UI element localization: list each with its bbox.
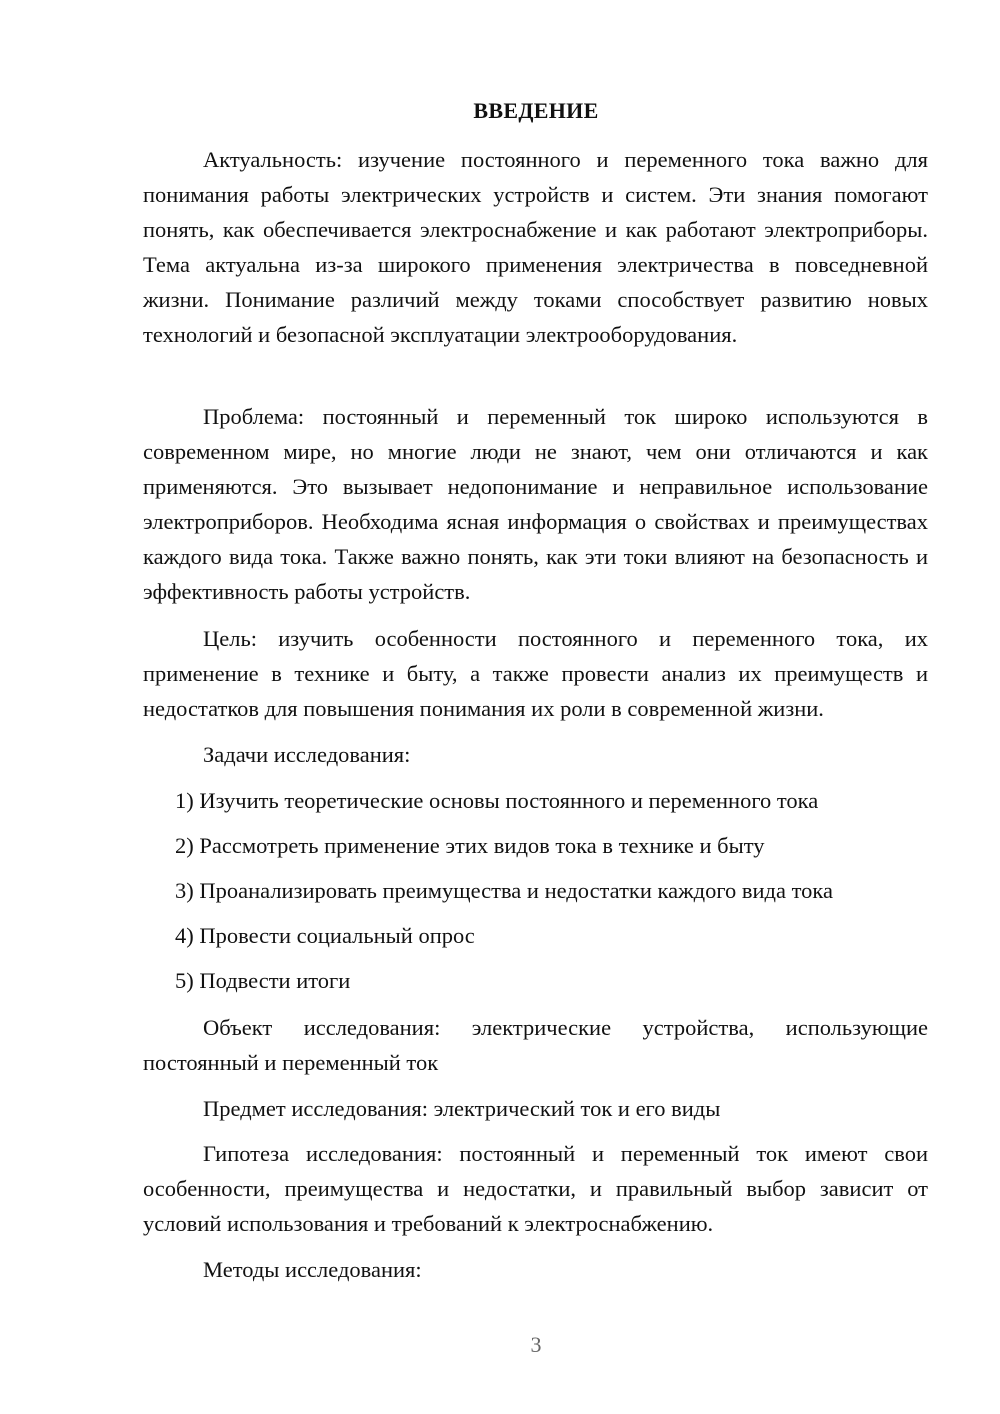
task-item-1: 1) Изучить теоретические основы постоянного и переменного тока xyxy=(175,788,819,813)
task-item-4: 4) Провести социальный опрос xyxy=(175,923,475,948)
paragraph-problem: Проблема: постоянный и переменный ток широко используются в современном мире, но многие люди не знают, чем они отличаются и как применяются. Это вызывает недопонимание и неправильное использование электроприборов. Необходима ясная информация о свойствах и преимуществах каждого вида тока. Также важно понять, как эти токи влияют на безопасность и эффективность работы устройств. xyxy=(143,404,928,605)
paragraph-relevance: Актуальность: изучение постоянного и переменного тока важно для понимания работы электрических устройств и систем. Эти знания помогают понять, как обеспечивается электроснабжение и как работают электроприборы. Тема актуальна из-за широкого применения электричества в повседневной жизни. Понимание различий между токами способствует развитию новых технологий и безопасной эксплуатации электрооборудования. xyxy=(143,147,928,348)
page-number: 3 xyxy=(530,1332,542,1357)
task-item-2: 2) Рассмотреть применение этих видов тока в технике и быту xyxy=(175,833,765,858)
tasks-heading: Задачи исследования: xyxy=(203,742,411,767)
methods-heading: Методы исследования: xyxy=(203,1257,422,1282)
section-title: ВВЕДЕНИЕ xyxy=(473,98,599,123)
paragraph-object: Объект исследования: электрические устройства, использующие постоянный и переменный ток xyxy=(143,1015,928,1076)
task-item-5: 5) Подвести итоги xyxy=(175,968,351,993)
paragraph-hypothesis: Гипотеза исследования: постоянный и переменный ток имеют свои особенности, преимущества и недостатки, и правильный выбор зависит от условий использования и требований к электроснабжению. xyxy=(143,1141,928,1237)
paragraph-goal: Цель: изучить особенности постоянного и переменного тока, их применение в технике и быту, а также провести анализ их преимуществ и недостатков для повышения понимания их роли в современной жизни. xyxy=(143,626,928,722)
task-item-3: 3) Проанализировать преимущества и недостатки каждого вида тока xyxy=(175,878,833,903)
paragraph-subject: Предмет исследования: электрический ток и его виды xyxy=(203,1096,721,1121)
